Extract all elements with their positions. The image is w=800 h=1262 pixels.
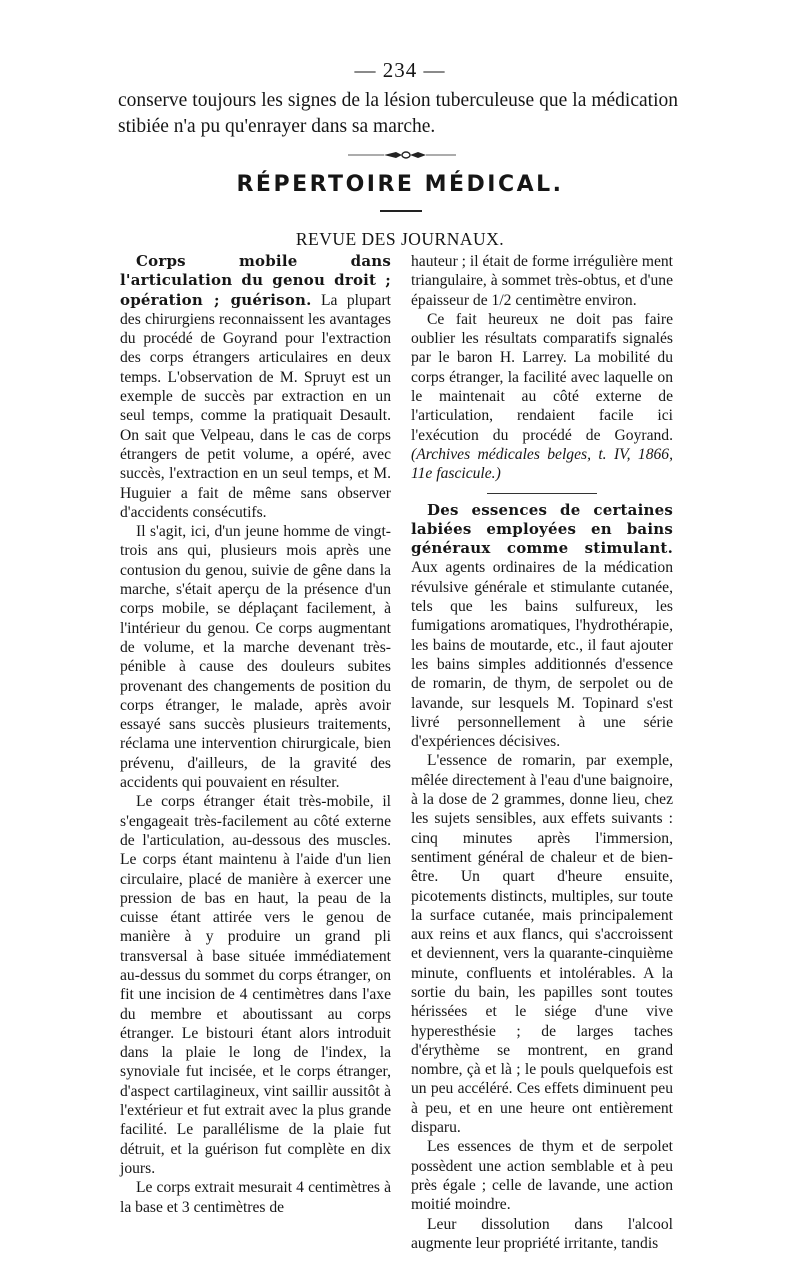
article-1-paragraph-5: hauteur ; il était de forme irrégulière ment triangulaire, à sommet très-obtus, et d'une épaisseur de 1/2 centimètre environ. [411, 253, 673, 309]
subsection-title: REVUE DES JOURNAUX. [295, 229, 505, 249]
article-1-paragraph-6 [411, 310, 673, 484]
article-2-paragraph-3: Les essences de thym et de serpolet possèdent une action semblable et à peu près égale ; celle de lavande, une action moitié moindre. [411, 1138, 673, 1214]
page-number: — 234 — [354, 58, 446, 82]
article-1-first-paragraph [120, 252, 391, 522]
article-1-paragraph-6-text: Ce fait heureux ne doit pas faire oublier les résultats comparatifs signalés par le baron H. Larrey. La mobilité du corps étranger, la facilité avec laquelle on le maintenait au côté externe de l'articulation, rendaient facile ici l'exécution du procédé de Goyrand. [411, 310, 673, 444]
intro-paragraph: conserve toujours les signes de la lésion tuberculeuse que la médication stibiée n'a pu qu'enrayer dans sa marche. [118, 90, 678, 137]
article-separator-rule [487, 493, 597, 494]
article-2-title: Des essences de certaines labiées employées en bains généraux comme stimulant. [411, 500, 673, 558]
section-title-rule [380, 210, 422, 212]
article-1-citation: (Archives médicales belges, t. IV, 1866, 11e fascicule.) [411, 445, 673, 483]
divider-ornament-icon [348, 150, 456, 160]
article-1-paragraph-3: Le corps étranger était très-mobile, il s'engageait très-facilement au côté externe de l'articulation, au-dessous des muscles. Le corps étant maintenu à l'aide d'un lien circulaire, placé de manière à exercer une pression de bas en haut, la peau de la cuisse étant attirée vers le genou de manière à y produire un grand pli transversal à base située immédiatement au-dessus du sommet du corps étranger, on fit une incision de 4 centimètres dans l'axe du membre et aboutissant au corps étranger. Le bistouri étant alors introduit dans la plaie le long de l'index, la synoviale fut incisée, et le corps étranger, d'aspect cartilagineux, vint saillir aussitôt à l'extérieur et fut extrait avec la plus grande facilité. Le parallélisme de la plaie fut détruit, et la guérison fut complète en dix jours. [120, 793, 391, 1177]
article-1-title: Corps mobile dans l'articulation du genou droit ; opération ; guérison. [120, 252, 391, 309]
article-1-paragraph-2: Il s'agit, ici, d'un jeune homme de vingt-trois ans qui, plusieurs mois après une contusion du genou, suivie de gêne dans la marche, s'était aperçu de la présence d'un corps mobile, se déplaçant facilement, à l'intérieur du genou. Ce corps augmentant de volume, et la marche devenant très-pénible à cause des douleurs subites provenant des changements de position du corps étranger, le malade, après avoir essayé sans succès plusieurs traitements, réclama une intervention chirurgicale, bien prévenu, d'ailleurs, de la gravité des accidents qui pouvaient en résulter. [120, 523, 391, 792]
section-title: RÉPERTOIRE MÉDICAL. [236, 172, 564, 197]
article-1-paragraph-1: La plupart des chirurgiens reconnaissent les avantages du procédé de Goyrand pour l'extraction des corps étrangers articulaires en deux temps. L'observation de M. Spruyt est un exemple de succès par extraction en un seul temps, comme la pratiquait Desault. On sait que Velpeau, dans le cas de corps étrangers de petit volume, a opéré, avec succès, l'extraction en un seul temps, et M. Huguier a fait de même sans observer d'accidents consécutifs. [120, 291, 392, 521]
column-left [120, 252, 391, 1217]
article-1-paragraph-4: Le corps extrait mesurait 4 centimètres à la base et 3 centimètres de [120, 1179, 391, 1216]
column-right [411, 252, 673, 1253]
article-2-first-paragraph [411, 501, 673, 752]
article-2-paragraph-1: Aux agents ordinaires de la médication révulsive générale et stimulante cutanée, tels que les bains sulfureux, les fumigations aromatiques, l'hydrothérapie, les bains de moutarde, etc., il faut ajouter les bains simples additionnés d'essence de romarin, de thym, de serpolet ou de lavande, sur lesquels M. Topinard s'est livré personnellement à une série d'expériences décisives. [411, 559, 673, 751]
article-2-paragraph-2: L'essence de romarin, par exemple, mêlée directement à l'eau d'une baignoire, à la dose de 2 grammes, donne lieu, chez les sujets sensibles, aux effets suivants : cinq minutes après l'immersion, sentiment général de chaleur et de bien-être. Un quart d'heure ensuite, picotements distincts, multiples, sur toute la surface cutanée, mais principalement aux reins et aux flancs, qui s'accroissent et deviennent, vers la quarante-cinquième minute, confluents et intolérables. A la sortie du bain, les papilles sont toutes hérissées et le siége d'une vive hyperesthésie ; de larges taches d'érythème se montrent, en grand nombre, çà et là ; le pouls quelquefois est un peu accéléré. Ces effets diminuent peu à peu, et en une heure ont entièrement disparu. [411, 752, 673, 1137]
article-2-paragraph-4: Leur dissolution dans l'alcool augmente leur propriété irritante, tandis [411, 1215, 673, 1252]
